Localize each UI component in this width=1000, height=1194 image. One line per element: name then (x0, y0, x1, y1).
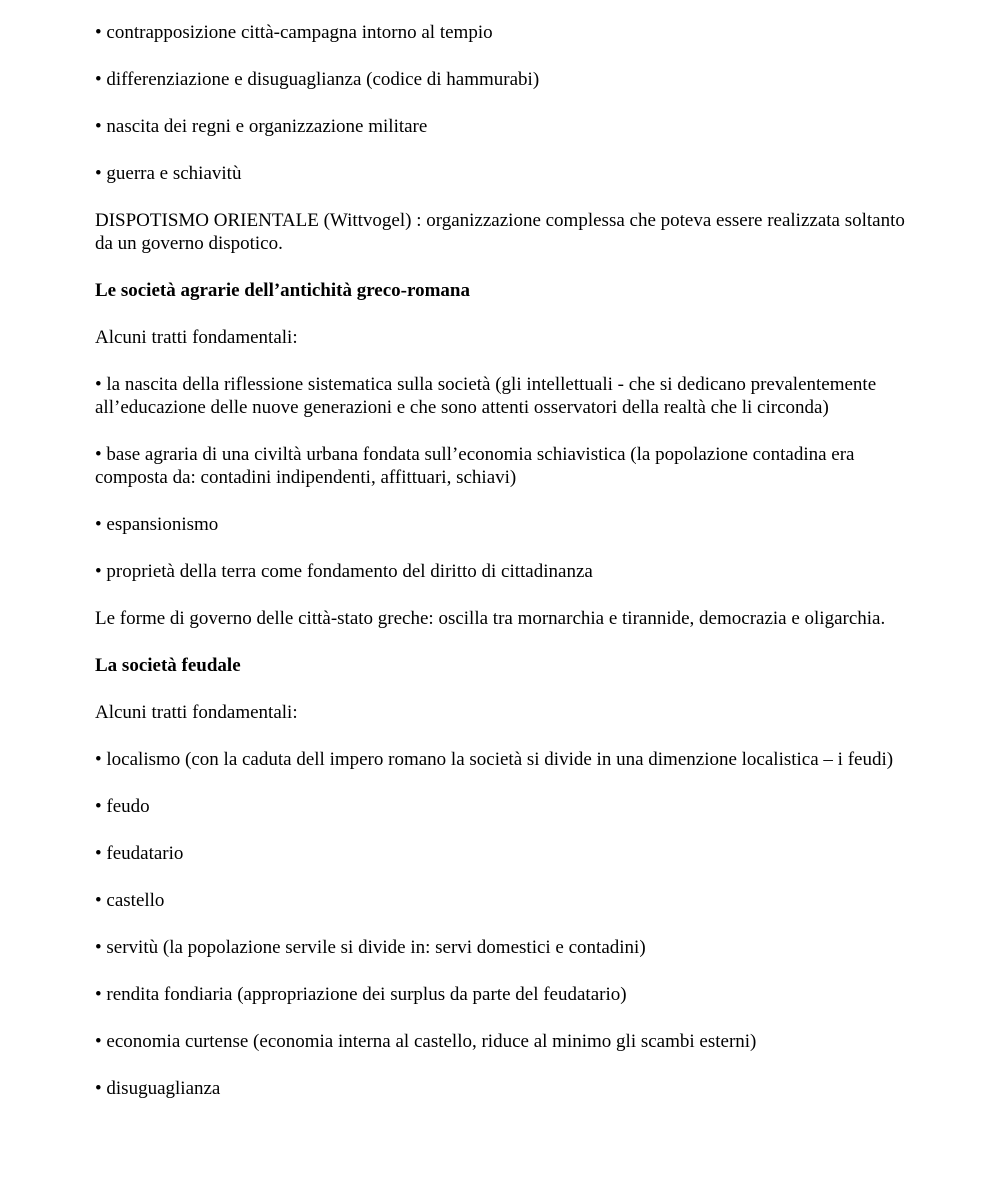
paragraph-forme-governo: Le forme di governo delle città-stato greche: oscilla tra mornarchia e tirannide, democrazia e oligarchia. (95, 608, 886, 629)
paragraph-dispotismo: DISPOTISMO ORIENTALE (Wittvogel) : organizzazione complessa che poteva essere realizzata soltanto da un governo dispotico. (95, 210, 905, 254)
bullet-item: • la nascita della riflessione sistematica sulla società (gli intellettuali - che si dedicano prevalentemente all’educazione delle nuove generazioni e che sono attenti osservatori della realtà che li circonda) (95, 374, 877, 418)
paragraph-intro: Alcuni tratti fondamentali: (95, 327, 298, 348)
bullet-item: • base agraria di una civiltà urbana fondata sull’economia schiavistica (la popolazione contadina era composta da: contadini indipendenti, affittuari, schiavi) (95, 444, 855, 488)
bullet-item: • differenziazione e disuguaglianza (codice di hammurabi) (95, 69, 540, 90)
bullet-item: • feudo (95, 796, 150, 817)
bullet-item: • proprietà della terra come fondamento del diritto di cittadinanza (95, 561, 593, 582)
paragraph-intro: Alcuni tratti fondamentali: (95, 702, 298, 723)
bullet-item: • localismo (con la caduta dell impero romano la società si divide in una dimenzione localistica – i feudi) (95, 749, 894, 770)
bullet-item: • rendita fondiaria (appropriazione dei surplus da parte del feudatario) (95, 984, 627, 1005)
bullet-item: • disuguaglianza (95, 1078, 221, 1099)
bullet-item: • contrapposizione città-campagna intorno al tempio (95, 22, 493, 43)
section-heading-greco-romana: Le società agrarie dell’antichità greco-romana (95, 280, 470, 301)
bullet-item: • guerra e schiavitù (95, 163, 242, 184)
bullet-item: • economia curtense (economia interna al castello, riduce al minimo gli scambi esterni) (95, 1031, 757, 1052)
section-heading-feudale: La società feudale (95, 655, 241, 676)
bullet-item: • castello (95, 890, 165, 911)
bullet-item: • feudatario (95, 843, 184, 864)
bullet-item: • espansionismo (95, 514, 219, 535)
document-page (95, 21, 905, 1124)
bullet-item: • servitù (la popolazione servile si divide in: servi domestici e contadini) (95, 937, 646, 958)
bullet-item: • nascita dei regni e organizzazione militare (95, 116, 428, 137)
